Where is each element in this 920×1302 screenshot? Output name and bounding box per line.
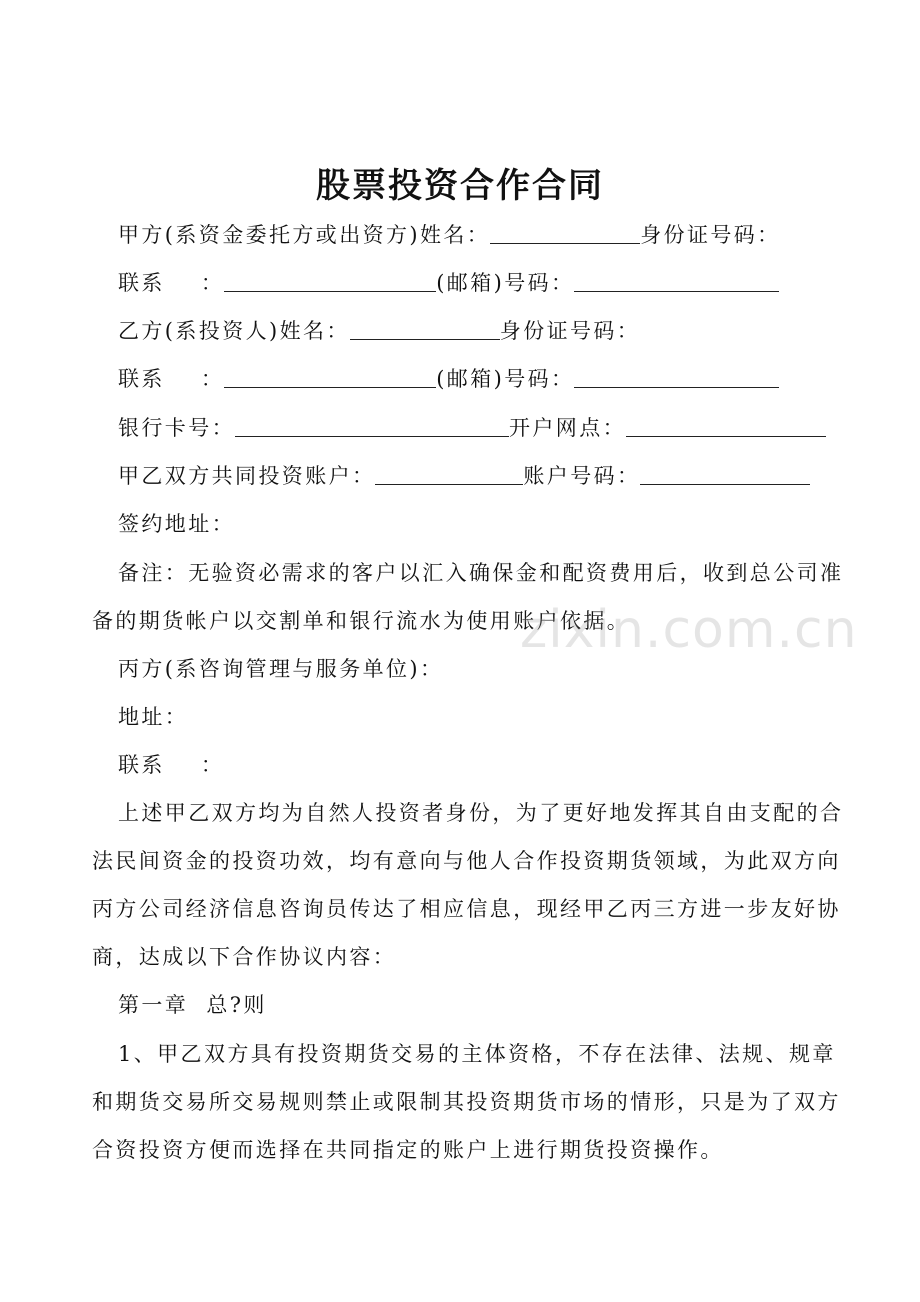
party-a-name-row bbox=[118, 220, 781, 250]
party-a-contact-blank bbox=[224, 269, 436, 292]
chapter-1-heading: 第一章 总?则 bbox=[118, 993, 267, 1017]
party-a-id-label: 身份证号码： bbox=[640, 223, 781, 247]
party-c-contact-row bbox=[118, 750, 224, 780]
joint-account-row bbox=[118, 461, 810, 491]
party-b-contact-blank bbox=[224, 365, 436, 388]
party-b-name-label: 乙方(系投资人)姓名： bbox=[118, 319, 350, 343]
account-number-blank bbox=[640, 462, 810, 485]
clause-1-line-3: 合资投资方便而选择在共同指定的账户上进行期货投资操作。 bbox=[92, 1138, 724, 1162]
contact-colon-c: ： bbox=[200, 753, 225, 777]
email-label-b: (邮箱)号码： bbox=[436, 367, 575, 391]
remark-line-2: 备的期货帐户以交割单和银行流水为使用账户依据。 bbox=[92, 609, 631, 633]
clause-1-line-2: 和期货交易所交易规则禁止或限制其投资期货市场的情形，只是为了双方 bbox=[92, 1090, 841, 1114]
party-b-contact-row bbox=[118, 364, 779, 394]
joint-account-blank bbox=[375, 462, 523, 485]
paragraph-1-line-2: 法民间资金的投资功效，均有意向与他人合作投资期货领域，为此双方向 bbox=[92, 849, 841, 873]
bank-card-label: 银行卡号： bbox=[118, 416, 235, 440]
paragraph-1-line-3: 丙方公司经济信息咨询员传达了相应信息，现经甲乙丙三方进一步友好协 bbox=[92, 897, 841, 921]
contact-colon-b: ： bbox=[200, 367, 225, 391]
paragraph-1-line-4: 商，达成以下合作协议内容： bbox=[92, 945, 397, 969]
signing-address-label: 签约地址： bbox=[118, 512, 235, 536]
party-b-id-label: 身份证号码： bbox=[499, 319, 641, 343]
branch-blank bbox=[626, 414, 826, 437]
address-label: 地址： bbox=[118, 705, 189, 729]
party-a-name-label: 甲方(系资金委托方或出资方)姓名： bbox=[118, 223, 491, 247]
party-a-name-blank bbox=[490, 221, 640, 244]
party-a-contact-row bbox=[118, 268, 779, 298]
contact-label-c: 联系 bbox=[118, 753, 165, 777]
joint-account-label: 甲乙双方共同投资账户： bbox=[118, 464, 376, 488]
branch-label: 开户网点： bbox=[509, 416, 626, 440]
account-number-label: 账户号码： bbox=[523, 464, 641, 488]
party-a-email-blank bbox=[574, 269, 779, 292]
email-label-a: (邮箱)号码： bbox=[436, 271, 575, 295]
party-b-email-blank bbox=[574, 365, 779, 388]
watermark: zixin.com.cn bbox=[520, 600, 858, 660]
contact-label-a: 联系 bbox=[118, 271, 165, 295]
clause-1-line-1: 1、甲乙双方具有投资期货交易的主体资格，不存在法律、法规、规章 bbox=[118, 1042, 836, 1066]
party-b-name-blank bbox=[350, 317, 500, 340]
bank-card-blank bbox=[235, 414, 509, 437]
document-title: 股票投资合作合同 bbox=[316, 166, 604, 206]
party-c-label: 丙方(系咨询管理与服务单位)： bbox=[118, 657, 444, 681]
remark-line-1: 备注：无验资必需求的客户以汇入确保金和配资费用后，收到总公司准 bbox=[118, 561, 844, 585]
party-b-name-row bbox=[118, 316, 640, 346]
contact-label-b: 联系 bbox=[118, 367, 165, 391]
paragraph-1-line-1: 上述甲乙双方均为自然人投资者身份，为了更好地发挥其自由支配的合 bbox=[118, 801, 844, 825]
contact-colon-a: ： bbox=[200, 271, 225, 295]
bank-card-row bbox=[118, 413, 826, 443]
